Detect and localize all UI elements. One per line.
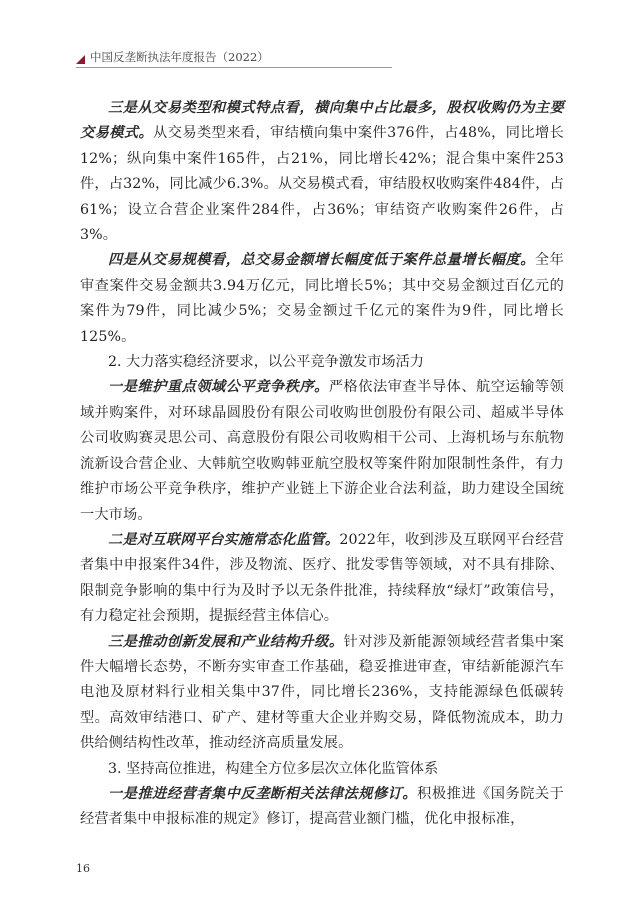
running-header xyxy=(76,49,392,71)
paragraph-lead: 四是从交易规模看，总交易金额增长幅度低于案件总量增长幅度。 xyxy=(108,252,535,269)
header-title: 中国反垄断执法年度报告（2022） xyxy=(90,50,269,64)
paragraph-text: 2022年，收到涉及互联网平台经营者集中申报案件34件，涉及物流、医疗、批发零售等领域，对不具有排除、限制竞争影响的集中行为及时予以无条件批准，持续释放“绿灯”政策信号，有力稳定社会预期，提振经营主体信心。 xyxy=(80,531,564,625)
paragraph-lead: 三是推动创新发展和产业结构升级。 xyxy=(108,633,344,650)
paragraph-lead: 三是从交易类型和模式特点看，横向集中占比最多，股权收购仍为主要交易模式。 xyxy=(80,100,564,142)
paragraph-lead: 一是维护重点领域公平竞争秩序。 xyxy=(108,379,329,396)
paragraph-text: 积极推进《国务院关于经营者集中申报标准的规定》修订，提高营业额门槛，优化申报标准， xyxy=(80,785,564,828)
section-3-heading: 3. 坚持高位推进，构建全方位多层次立体化监管体系 xyxy=(108,760,439,777)
header-triangle-icon xyxy=(76,55,85,64)
paragraph-text: 严格依法审查半导体、航空运输等领域并购案件，对环球晶圆股份有限公司收购世创股份有限公司、超威半导体公司收购赛灵思公司、高意股份有限公司收购相干公司、上海机场与东航物流新设合营企业、大韩航空收购韩亚航空股权等案件附加限制性条件，有力维护市场公平竞争秩序，维护产业链上下游企业合法利益，助力建设全国统一大市场。 xyxy=(80,379,564,523)
paragraph-transaction-scale xyxy=(80,248,564,350)
paragraph-platform-regulation xyxy=(80,528,564,630)
page-number: 16 xyxy=(76,862,90,875)
header-rule xyxy=(76,67,392,68)
paragraph-fair-competition xyxy=(80,375,564,527)
paragraph-transaction-type xyxy=(80,96,564,248)
paragraph-lead: 二是对互联网平台实施常态化监管。 xyxy=(108,531,340,548)
paragraph-text: 全年审查案件交易金额共3.94万亿元，同比增长5%；其中交易金额过百亿元的案件为79件，同比减少5%；交易金额过千亿元的案件为9件，同比增长125%。 xyxy=(80,252,564,345)
body-text xyxy=(80,96,564,833)
paragraph-lead: 一是推进经营者集中反垄断相关法律法规修订。 xyxy=(108,785,418,802)
paragraph-innovation xyxy=(80,630,564,757)
section-2-heading: 2. 大力落实稳经济要求，以公平竞争激发市场活力 xyxy=(108,354,424,371)
paragraph-text: 针对涉及新能源领域经营者集中案件大幅增长态势，不断夯实审查工作基础，稳妥推进审查，审结新能源汽车电池及原材料行业相关集中37件，同比增长236%，支持能源绿色低碳转型。高效审结港口、矿产、建材等重大企业并购交易，降低物流成本，助力供给侧结构性改革，推动经济高质量发展。 xyxy=(80,633,564,752)
paragraph-law-revision xyxy=(80,782,564,833)
paragraph-text: 从交易类型来看，审结横向集中案件376件，占48%，同比增长12%；纵向集中案件165件，占21%，同比增长42%；混合集中案件253件，占32%，同比减少6.3%。从交易模式看，审结股权收购案件484件，占61%；设立合营企业案件284件，占36%；审结资产收购案件26件，占3%。 xyxy=(80,125,564,244)
